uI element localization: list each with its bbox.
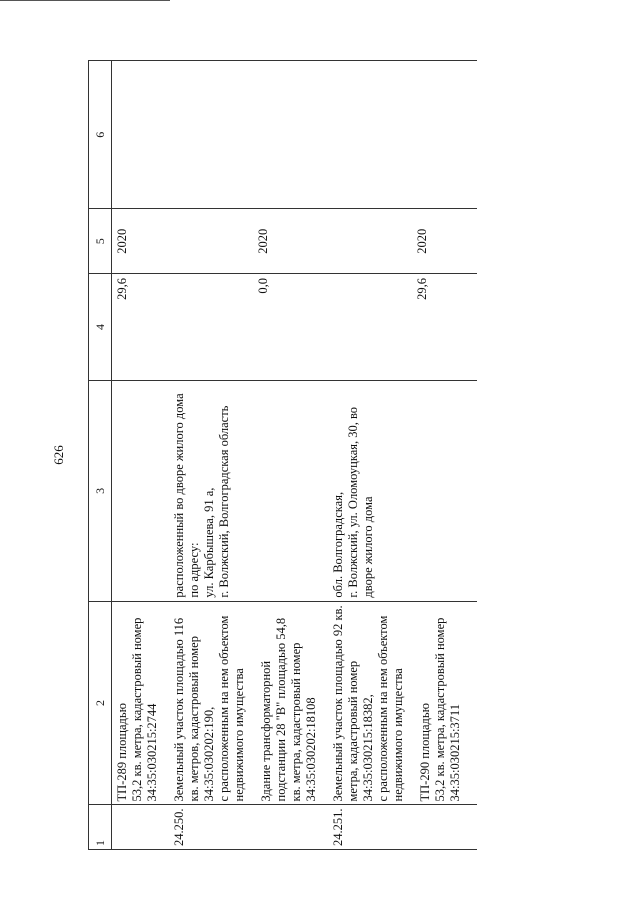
cell-value xyxy=(166,273,253,380)
cell-address: расположенный во дворе жилого дома по адресу: ул. Карбышева, 91 а, г. Волжский, Волгоградская область xyxy=(166,381,253,601)
cell-year: 2020 xyxy=(253,209,325,274)
cell-note xyxy=(253,61,325,209)
cell-description: ТП-290 площадью 53,2 кв. метра, кадастровый номер 34:35:030215:3711 xyxy=(412,601,477,805)
cell-description: ТП-289 площадью 53,2 кв. метра, кадастровый номер 34:35:030215:2744 xyxy=(112,601,167,805)
col-header-1: 1 xyxy=(89,805,112,850)
cell-id xyxy=(253,805,325,850)
col-header-2: 2 xyxy=(89,601,112,805)
header-row xyxy=(89,61,112,850)
cell-address: обл. Волгоградская, г. Волжский, ул. Оломоуцкая, 30, во дворе жилого дома xyxy=(325,381,412,601)
cell-year: 2020 xyxy=(412,209,477,274)
cell-id xyxy=(412,805,477,850)
cell-value: 0,0 xyxy=(253,273,325,380)
cell-note xyxy=(325,61,412,209)
table-row xyxy=(166,61,253,850)
cell-description: Земельный участок площадью 92 кв. метра, кадастровый номер 34:35:030215:18382, с расположенным на нем объектом недвижимого имущества xyxy=(325,601,412,805)
cell-address xyxy=(253,381,325,601)
cell-value: 29,6 xyxy=(112,273,167,380)
cell-address xyxy=(412,381,477,601)
table-row xyxy=(112,61,167,850)
col-header-5: 5 xyxy=(89,209,112,274)
table-row xyxy=(412,61,477,850)
cell-year xyxy=(325,209,412,274)
cell-description: Земельный участок площадью 116 кв. метров, кадастровый номер 34:35:030202:190, с расположенным на нем объектом недвижимого имущества xyxy=(166,601,253,805)
cell-description: Здание трансформаторной подстанции 28 "В" площадью 54,8 кв. метра, кадастровый номер 34:35:030202:18108 xyxy=(253,601,325,805)
cell-id: 24.251. xyxy=(325,805,412,850)
col-header-6: 6 xyxy=(89,61,112,209)
cell-note xyxy=(166,61,253,209)
table-body xyxy=(112,61,478,850)
rotated-page xyxy=(51,60,611,850)
col-header-4: 4 xyxy=(89,273,112,380)
cell-value: 29,6 xyxy=(412,273,477,380)
col-header-3: 3 xyxy=(89,381,112,601)
table-row xyxy=(325,61,412,850)
cell-id: 24.250. xyxy=(166,805,253,850)
cell-value xyxy=(325,273,412,380)
property-table xyxy=(88,60,477,850)
cell-year xyxy=(166,209,253,274)
cell-note xyxy=(412,61,477,209)
cell-address xyxy=(112,381,167,601)
page-number: 626 xyxy=(51,445,66,465)
table-row xyxy=(253,61,325,850)
cell-note xyxy=(112,61,167,209)
top-rule xyxy=(0,0,170,1)
cell-year: 2020 xyxy=(112,209,167,274)
cell-id xyxy=(112,805,167,850)
